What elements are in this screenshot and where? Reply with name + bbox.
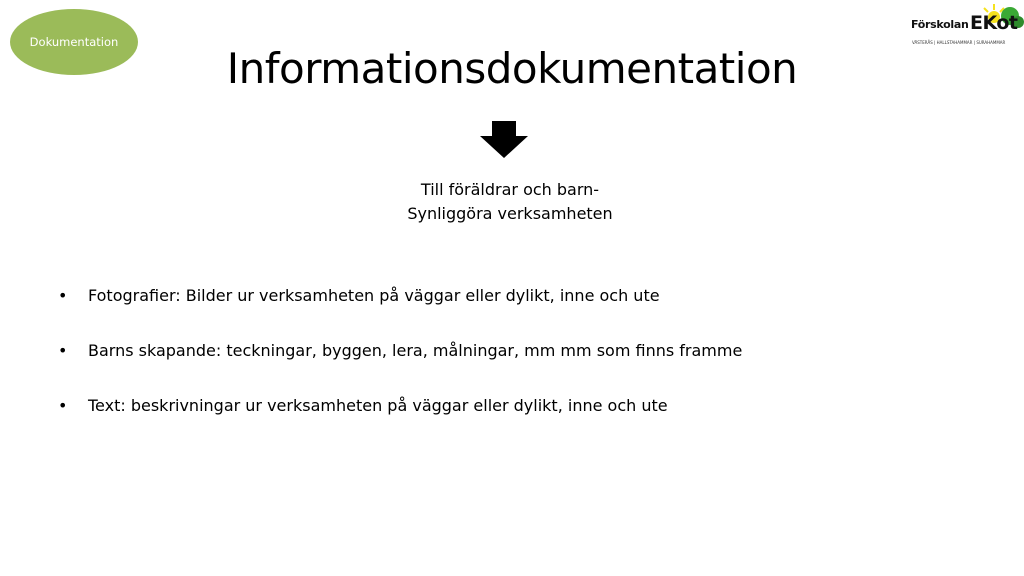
subtitle-line-1: Till föräldrar och barn- <box>420 180 600 199</box>
bullet-marker: • <box>58 396 68 415</box>
list-item <box>58 341 742 396</box>
list-item-text: Barns skapande: teckningar, byggen, lera, målningar, mm mm som finns framme <box>88 341 743 360</box>
bullet-marker: • <box>58 341 68 360</box>
list-item <box>58 396 742 451</box>
bullet-marker: • <box>58 286 68 305</box>
bullet-list <box>58 286 742 451</box>
logo-name: Förskolan <box>911 18 969 31</box>
subtitle <box>0 178 1020 226</box>
subtitle-line-2: Synliggöra verksamheten <box>407 204 613 223</box>
list-item <box>58 286 742 341</box>
logo-brand: EKot <box>970 12 1018 34</box>
section-badge-label: Dokumentation <box>29 35 119 49</box>
list-item-text: Fotografier: Bilder ur verksamheten på väggar eller dylikt, inne och ute <box>88 286 660 305</box>
list-item-text: Text: beskrivningar ur verksamheten på väggar eller dylikt, inne och ute <box>88 396 668 415</box>
page-title: Informationsdokumentation <box>226 44 798 93</box>
logo-locations: VÄSTERÅS | HALLSTAHAMMAR | SURAHAMMAR <box>912 40 1006 45</box>
down-arrow-icon <box>480 121 528 158</box>
